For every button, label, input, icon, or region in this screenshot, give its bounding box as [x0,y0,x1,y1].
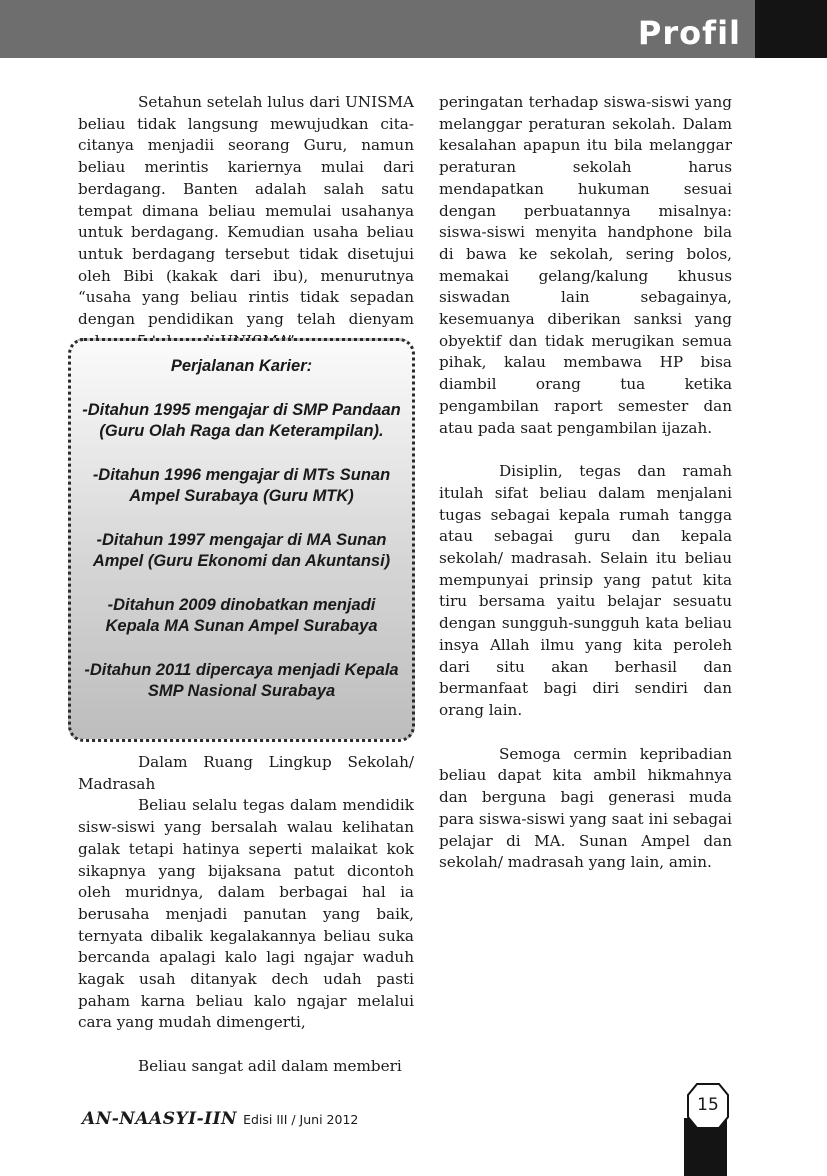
left-column-bottom [78,752,414,1078]
edition-info: Edisi III / Juni 2012 [243,1112,359,1127]
page-number: 15 [697,1095,719,1115]
career-item: -Ditahun 1996 mengajar di MTs Sunan Ampel Surabaya (Guru MTK) [92,465,391,505]
paragraph: peringatan terhadap siswa-siswi yang melanggar peraturan sekolah. Dalam kesalahan apapun itu bila melanggar peraturan sekolah harus mendapatkan hukuman sesuai dengan perbuatannya misalnya: siswa-siswi menyita handphone bila di bawa ke sekolah, sering bolos, memakai gelang/kalung khusus siswadan lain sebagainya, kesemuanya diberikan sanksi yang obyektif dan tidak merugikan semua pihak, kalau membawa HP bisa diambil orang tua ketika pengambilan raport semester dan atau pada saat pengambilan ijazah. [439,93,732,437]
career-title: Perjalanan Karier: [170,357,313,375]
career-item: -Ditahun 2009 dinobatkan menjadi Kepala MA Sunan Ampel Surabaya [105,595,378,635]
paragraph: Beliau sangat adil dalam memberi [138,1057,402,1076]
magazine-name: AN-NAASYI-IIN [82,1109,238,1129]
header-accent-block [755,0,827,58]
section-title: Profil [637,14,741,52]
paragraph: Beliau selalu tegas dalam mendidik sisw-siswi yang bersalah walau kelihatan galak tetapi hatinya seperti malaikat kok sikapnya yang bijaksana patut dicontoh oleh muridnya, dalam berbagai hal ia berusaha menjadi panutan yang baik, ternyata dibalik kegalakannya beliau suka bercanda apalagi kalo lagi ngajar waduh kagak usah ditanyak dech udah pasti paham karna beliau kalo ngajar melalui cara yang mudah dimengerti, [78,796,414,1032]
career-box [68,338,415,742]
paragraph: Disiplin, tegas dan ramah itulah sifat beliau dalam menjalani tugas sebagai kepala rumah tangga atau sebagai guru dan kepala sekolah/ madrasah. Selain itu beliau mempunyai prinsip yang patut kita tiru bersama yaitu belajar sesuatu dengan sungguh-sungguh kata beliau insya Allah ilmu yang kita peroleh dari situ akan berhasil dan bermanfaat bagi diri sendiri dan orang lain. [439,462,732,719]
right-column [439,92,732,874]
career-item: -Ditahun 2011 dipercaya menjadi Kepala SMP Nasional Surabaya [84,660,399,700]
left-column-top [78,92,414,352]
paragraph: Semoga cermin kepribadian beliau dapat kita ambil hikmahnya dan berguna bagi generasi muda para siswa-siswi yang saat ini sebagai pelajar di MA. Sunan Ampel dan sekolah/ madrasah yang lain, amin. [439,744,732,872]
career-item: -Ditahun 1995 mengajar di SMP Pandaan (Guru Olah Raga dan Keterampilan). [82,400,401,440]
career-item: -Ditahun 1997 mengajar di MA Sunan Ampel (Guru Ekonomi dan Akuntansi) [92,530,391,570]
subheading: Dalam Ruang Lingkup Sekolah/ Madrasah [78,753,414,793]
footer [82,1109,358,1129]
paragraph: Setahun setelah lulus dari UNISMA beliau tidak langsung mewujudkan cita-citanya menjadii seorang Guru, namun beliau merintis kariernya mulai dari berdagang. Banten adalah salah satu tempat dimana beliau memulai usahanya untuk berdagang. Kemudian usaha beliau untuk berdagang tersebut tidak disetujui oleh Bibi (kakak dari ibu), menurutnya “usaha yang beliau rintis tidak sepadan dengan pendidikan yang telah dienyam [78,93,414,329]
